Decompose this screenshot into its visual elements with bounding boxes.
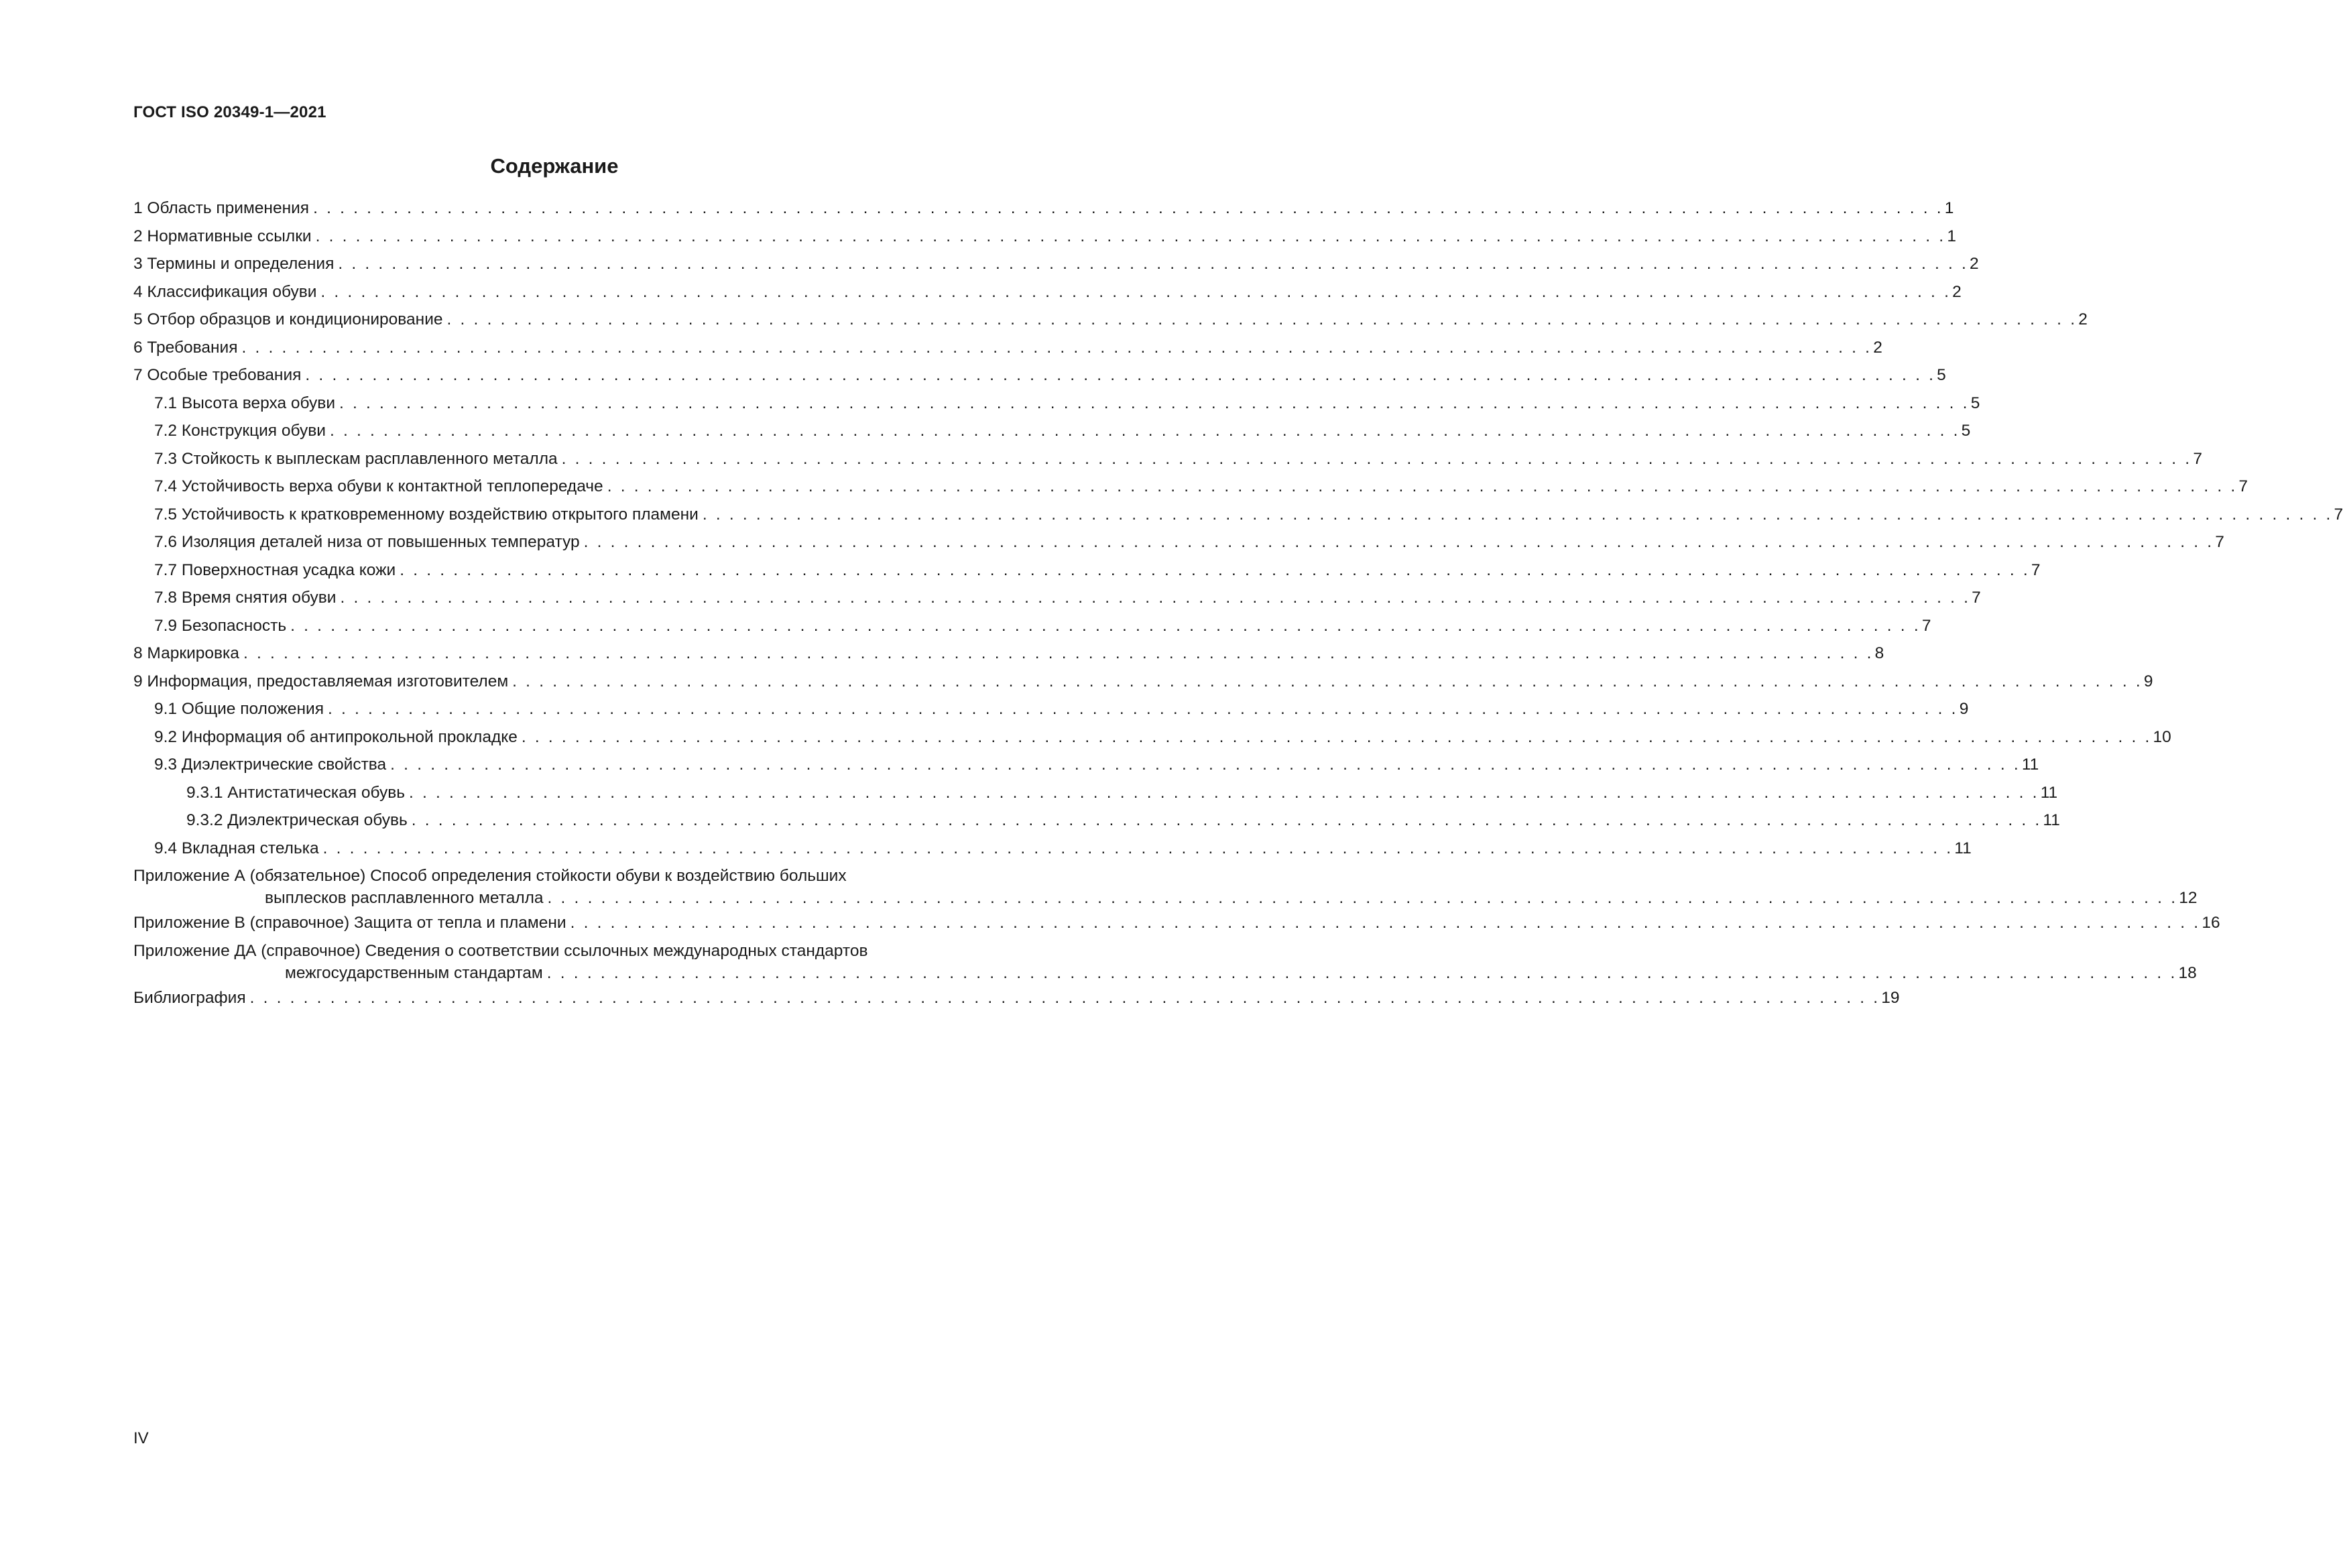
toc-entry-title: 7.7 Поверхностная усадка кожи bbox=[154, 560, 396, 579]
toc-entry-title: 7.6 Изоляция деталей низа от повышенных температур bbox=[154, 533, 580, 551]
toc-entry-title: 9.1 Общие положения bbox=[154, 700, 324, 718]
toc-subentry[interactable] bbox=[133, 695, 1969, 723]
toc-entry-page: 5 bbox=[1970, 394, 1980, 412]
toc-entry-title: Библиография bbox=[133, 988, 246, 1007]
dot-leader: . . . . . . . . . . . . . . . . . . . . . . . . . . . . . . . . . . . . . . . . . . . . . . . . . . . . . . . . . . . . . . . . . . . . . . . . . . . . . . . . . . . . . . . . . . . . . . . . . . . . . . . . . . . . . . . . . . . . . . . . . . bbox=[561, 449, 2192, 468]
dot-leader: . . . . . . . . . . . . . . . . . . . . . . . . . . . . . . . . . . . . . . . . . . . . . . . . . . . . . . . . . . . . . . . . . . . . . . . . . . . . . . . . . . . . . . . . . . . . . . . . . . . . . . . . . . . . . . . . . . . . . . . . . . bbox=[547, 889, 2178, 907]
dot-leader: . . . . . . . . . . . . . . . . . . . . . . . . . . . . . . . . . . . . . . . . . . . . . . . . . . . . . . . . . . . . . . . . . . . . . . . . . . . . . . . . . . . . . . . . . . . . . . . . . . . . . . . . . . . . . . . . . . . . . . . . . . bbox=[329, 422, 1960, 440]
table-of-contents bbox=[133, 194, 2343, 1012]
toc-entry-page: 12 bbox=[2179, 889, 2198, 907]
toc-subentry[interactable] bbox=[133, 501, 2343, 529]
dot-leader: . . . . . . . . . . . . . . . . . . . . . . . . . . . . . . . . . . . . . . . . . . . . . . . . . . . . . . . . . . . . . . . . . . . . . . . . . . . . . . . . . . . . . . . . . . . . . . . . . . . . . . . . . . . . . . . . . . . . . . . . . . bbox=[607, 477, 2238, 495]
dot-leader: . . . . . . . . . . . . . . . . . . . . . . . . . . . . . . . . . . . . . . . . . . . . . . . . . . . . . . . . . . . . . . . . . . . . . . . . . . . . . . . . . . . . . . . . . . . . . . . . . . . . . . . . . . . . . . . . . . . . . . . . . . bbox=[305, 366, 1936, 384]
toc-entry[interactable] bbox=[133, 361, 1946, 389]
toc-entry[interactable] bbox=[133, 250, 1979, 278]
toc-entry-title: 7 Особые требования bbox=[133, 366, 302, 384]
toc-entry-page: 11 bbox=[2043, 811, 2060, 829]
toc-entry-title: 9.3.1 Антистатическая обувь bbox=[186, 783, 406, 802]
dot-leader: . . . . . . . . . . . . . . . . . . . . . . . . . . . . . . . . . . . . . . . . . . . . . . . . . . . . . . . . . . . . . . . . . . . . . . . . . . . . . . . . . . . . . . . . . . . . . . . . . . . . . . . . . . . . . . . . . . . . . . . . . . bbox=[340, 589, 1971, 607]
toc-subentry[interactable] bbox=[133, 584, 1981, 612]
toc-entry-page: 7 bbox=[1921, 616, 1931, 635]
toc-entry-title: 9 Информация, предоставляемая изготовителем bbox=[133, 672, 509, 690]
dot-leader: . . . . . . . . . . . . . . . . . . . . . . . . . . . . . . . . . . . . . . . . . . . . . . . . . . . . . . . . . . . . . . . . . . . . . . . . . . . . . . . . . . . . . . . . . . . . . . . . . . . . . . . . . . . . . . . . . . . . . . . . . . bbox=[249, 988, 1880, 1007]
dot-leader: . . . . . . . . . . . . . . . . . . . . . . . . . . . . . . . . . . . . . . . . . . . . . . . . . . . . . . . . . . . . . . . . . . . . . . . . . . . . . . . . . . . . . . . . . . . . . . . . . . . . . . . . . . . . . . . . . . . . . . . . . . bbox=[583, 533, 2214, 551]
toc-subsubentry[interactable] bbox=[133, 806, 2060, 835]
toc-subentry[interactable] bbox=[133, 612, 1931, 640]
toc-entry-title: 1 Область применения bbox=[133, 199, 310, 217]
toc-entry-page: 7 bbox=[1972, 589, 1981, 607]
dot-leader: . . . . . . . . . . . . . . . . . . . . . . . . . . . . . . . . . . . . . . . . . . . . . . . . . . . . . . . . . . . . . . . . . . . . . . . . . . . . . . . . . . . . . . . . . . . . . . . . . . . . . . . . . . . . . . . . . . . . . . . . . . bbox=[546, 963, 2177, 982]
dot-leader: . . . . . . . . . . . . . . . . . . . . . . . . . . . . . . . . . . . . . . . . . . . . . . . . . . . . . . . . . . . . . . . . . . . . . . . . . . . . . . . . . . . . . . . . . . . . . . . . . . . . . . . . . . . . . . . . . . . . . . . . . . bbox=[409, 783, 2039, 802]
toc-entry[interactable] bbox=[133, 278, 1962, 306]
toc-entry-page: 2 bbox=[1952, 282, 1962, 301]
toc-entry[interactable] bbox=[133, 223, 1956, 251]
dot-leader: . . . . . . . . . . . . . . . . . . . . . . . . . . . . . . . . . . . . . . . . . . . . . . . . . . . . . . . . . . . . . . . . . . . . . . . . . . . . . . . . . . . . . . . . . . . . . . . . . . . . . . . . . . . . . . . . . . . . . . . . . . bbox=[241, 338, 1872, 357]
dot-leader: . . . . . . . . . . . . . . . . . . . . . . . . . . . . . . . . . . . . . . . . . . . . . . . . . . . . . . . . . . . . . . . . . . . . . . . . . . . . . . . . . . . . . . . . . . . . . . . . . . . . . . . . . . . . . . . . . . . . . . . . . . bbox=[411, 811, 2042, 829]
toc-subentry[interactable] bbox=[133, 473, 2248, 501]
dot-leader: . . . . . . . . . . . . . . . . . . . . . . . . . . . . . . . . . . . . . . . . . . . . . . . . . . . . . . . . . . . . . . . . . . . . . . . . . . . . . . . . . . . . . . . . . . . . . . . . . . . . . . . . . . . . . . . . . . . . . . . . . . bbox=[315, 227, 1946, 245]
toc-entry-title: 7.2 Конструкция обуви bbox=[154, 422, 326, 440]
toc-entry-page: 7 bbox=[2238, 477, 2248, 495]
toc-entry-title: 7.3 Стойкость к выплескам расплавленного металла bbox=[154, 449, 558, 468]
toc-entry[interactable] bbox=[133, 306, 2088, 334]
toc-entry-title: 7.1 Высота верха обуви bbox=[154, 394, 336, 412]
toc-subentry[interactable] bbox=[133, 445, 2202, 473]
toc-entry-page: 16 bbox=[2202, 914, 2220, 932]
toc-entry[interactable] bbox=[133, 668, 2153, 696]
toc-subentry[interactable] bbox=[133, 528, 2224, 556]
toc-title: Содержание bbox=[490, 154, 619, 178]
toc-entry-title: 7.8 Время снятия обуви bbox=[154, 589, 337, 607]
toc-entry-title: 4 Классификация обуви bbox=[133, 282, 317, 301]
dot-leader: . . . . . . . . . . . . . . . . . . . . . . . . . . . . . . . . . . . . . . . . . . . . . . . . . . . . . . . . . . . . . . . . . . . . . . . . . . . . . . . . . . . . . . . . . . . . . . . . . . . . . . . . . . . . . . . . . . . . . . . . . . bbox=[243, 644, 1874, 662]
toc-entry-title: 2 Нормативные ссылки bbox=[133, 227, 312, 245]
toc-entry-page: 19 bbox=[1881, 988, 1900, 1007]
toc-entry-title: 9.4 Вкладная стелька bbox=[154, 839, 319, 857]
dot-leader: . . . . . . . . . . . . . . . . . . . . . . . . . . . . . . . . . . . . . . . . . . . . . . . . . . . . . . . . . . . . . . . . . . . . . . . . . . . . . . . . . . . . . . . . . . . . . . . . . . . . . . . . . . . . . . . . . . . . . . . . . . bbox=[320, 282, 1951, 301]
toc-entry-page: 2 bbox=[2078, 310, 2088, 328]
toc-entry-page: 2 bbox=[1873, 338, 1882, 357]
toc-entry[interactable] bbox=[133, 194, 1954, 223]
dot-leader: . . . . . . . . . . . . . . . . . . . . . . . . . . . . . . . . . . . . . . . . . . . . . . . . . . . . . . . . . . . . . . . . . . . . . . . . . . . . . . . . . . . . . . . . . . . . . . . . . . . . . . . . . . . . . . . . . . . . . . . . . . bbox=[338, 255, 1969, 273]
toc-entry-title: Приложение ДА (справочное) Сведения о соответствии ссылочных международных стандартов bbox=[133, 941, 868, 960]
toc-entry-title: 8 Маркировка bbox=[133, 644, 239, 662]
toc-entry-page: 18 bbox=[2178, 963, 2197, 982]
toc-entry-title: 9.3.2 Диэлектрическая обувь bbox=[186, 811, 408, 829]
toc-entry-page: 9 bbox=[1959, 700, 1969, 718]
toc-entry-title: 9.2 Информация об антипрокольной прокладке bbox=[154, 727, 518, 746]
toc-entry-page: 5 bbox=[1937, 366, 1946, 384]
toc-entry[interactable] bbox=[133, 334, 1882, 362]
toc-entry-title: 7.4 Устойчивость верха обуви к контактной теплопередаче bbox=[154, 477, 603, 495]
document-code: ГОСТ ISO 20349-1—2021 bbox=[133, 103, 326, 121]
toc-annex-b[interactable] bbox=[133, 909, 2220, 937]
toc-entry-title: 3 Термины и определения bbox=[133, 255, 335, 273]
toc-entry-title-continued: выплесков расплавленного металла bbox=[265, 889, 544, 907]
toc-entry-title: 7.5 Устойчивость к кратковременному воздействию открытого пламени bbox=[154, 505, 699, 524]
dot-leader: . . . . . . . . . . . . . . . . . . . . . . . . . . . . . . . . . . . . . . . . . . . . . . . . . . . . . . . . . . . . . . . . . . . . . . . . . . . . . . . . . . . . . . . . . . . . . . . . . . . . . . . . . . . . . . . . . . . . . . . . . . bbox=[521, 727, 2152, 746]
toc-entry-page: 9 bbox=[2143, 672, 2153, 690]
toc-entry-page: 7 bbox=[2334, 505, 2343, 524]
toc-entry-title: 6 Требования bbox=[133, 338, 238, 357]
toc-entry-page: 2 bbox=[1970, 255, 1979, 273]
toc-entry-page: 5 bbox=[1961, 422, 1971, 440]
toc-subentry[interactable] bbox=[133, 835, 1972, 863]
toc-entry-page: 1 bbox=[1944, 199, 1954, 217]
page-number: IV bbox=[133, 1429, 149, 1447]
toc-entry-page: 8 bbox=[1874, 644, 1884, 662]
toc-subentry[interactable] bbox=[133, 751, 2039, 779]
toc-bibliography[interactable] bbox=[133, 984, 1900, 1012]
toc-entry-title: 9.3 Диэлектрические свойства bbox=[154, 756, 387, 774]
dot-leader: . . . . . . . . . . . . . . . . . . . . . . . . . . . . . . . . . . . . . . . . . . . . . . . . . . . . . . . . . . . . . . . . . . . . . . . . . . . . . . . . . . . . . . . . . . . . . . . . . . . . . . . . . . . . . . . . . . . . . . . . . . bbox=[328, 700, 1958, 718]
toc-subentry[interactable] bbox=[133, 417, 1971, 445]
toc-entry[interactable] bbox=[133, 640, 1884, 668]
toc-subentry[interactable] bbox=[133, 556, 2041, 585]
dot-leader: . . . . . . . . . . . . . . . . . . . . . . . . . . . . . . . . . . . . . . . . . . . . . . . . . . . . . . . . . . . . . . . . . . . . . . . . . . . . . . . . . . . . . . . . . . . . . . . . . . . . . . . . . . . . . . . . . . . . . . . . . . bbox=[446, 310, 2078, 328]
toc-subentry[interactable] bbox=[133, 723, 2171, 751]
toc-entry-page: 10 bbox=[2153, 727, 2171, 746]
toc-entry-title: Приложение А (обязательное) Способ определения стойкости обуви к воздействию больших bbox=[133, 867, 847, 885]
dot-leader: . . . . . . . . . . . . . . . . . . . . . . . . . . . . . . . . . . . . . . . . . . . . . . . . . . . . . . . . . . . . . . . . . . . . . . . . . . . . . . . . . . . . . . . . . . . . . . . . . . . . . . . . . . . . . . . . . . . . . . . . . . bbox=[512, 672, 2143, 690]
toc-entry-page: 7 bbox=[2215, 533, 2224, 551]
dot-leader: . . . . . . . . . . . . . . . . . . . . . . . . . . . . . . . . . . . . . . . . . . . . . . . . . . . . . . . . . . . . . . . . . . . . . . . . . . . . . . . . . . . . . . . . . . . . . . . . . . . . . . . . . . . . . . . . . . . . . . . . . . bbox=[702, 505, 2333, 524]
toc-entry-title: 5 Отбор образцов и кондиционирование bbox=[133, 310, 443, 328]
toc-annex-a[interactable] bbox=[133, 865, 2198, 909]
toc-entry-page: 11 bbox=[2040, 783, 2058, 802]
dot-leader: . . . . . . . . . . . . . . . . . . . . . . . . . . . . . . . . . . . . . . . . . . . . . . . . . . . . . . . . . . . . . . . . . . . . . . . . . . . . . . . . . . . . . . . . . . . . . . . . . . . . . . . . . . . . . . . . . . . . . . . . . . bbox=[322, 839, 1954, 857]
toc-entry-title-continued: межгосударственным стандартам bbox=[285, 963, 543, 982]
dot-leader: . . . . . . . . . . . . . . . . . . . . . . . . . . . . . . . . . . . . . . . . . . . . . . . . . . . . . . . . . . . . . . . . . . . . . . . . . . . . . . . . . . . . . . . . . . . . . . . . . . . . . . . . . . . . . . . . . . . . . . . . . . bbox=[339, 394, 1970, 412]
toc-entry-title: Приложение В (справочное) Защита от тепла и пламени bbox=[133, 914, 566, 932]
toc-entry-page: 11 bbox=[1954, 839, 1972, 857]
toc-entry-page: 1 bbox=[1947, 227, 1956, 245]
dot-leader: . . . . . . . . . . . . . . . . . . . . . . . . . . . . . . . . . . . . . . . . . . . . . . . . . . . . . . . . . . . . . . . . . . . . . . . . . . . . . . . . . . . . . . . . . . . . . . . . . . . . . . . . . . . . . . . . . . . . . . . . . . bbox=[290, 616, 1921, 635]
dot-leader: . . . . . . . . . . . . . . . . . . . . . . . . . . . . . . . . . . . . . . . . . . . . . . . . . . . . . . . . . . . . . . . . . . . . . . . . . . . . . . . . . . . . . . . . . . . . . . . . . . . . . . . . . . . . . . . . . . . . . . . . . . bbox=[390, 756, 2021, 774]
toc-annex-da[interactable] bbox=[133, 940, 2197, 984]
toc-entry-page: 11 bbox=[2021, 756, 2039, 774]
toc-subsubentry[interactable] bbox=[133, 779, 2058, 807]
dot-leader: . . . . . . . . . . . . . . . . . . . . . . . . . . . . . . . . . . . . . . . . . . . . . . . . . . . . . . . . . . . . . . . . . . . . . . . . . . . . . . . . . . . . . . . . . . . . . . . . . . . . . . . . . . . . . . . . . . . . . . . . . . bbox=[313, 199, 1943, 217]
toc-subentry[interactable] bbox=[133, 389, 1980, 418]
toc-entry-page: 7 bbox=[2193, 449, 2202, 468]
toc-entry-page: 7 bbox=[2031, 560, 2041, 579]
toc-entry-title: 7.9 Безопасность bbox=[154, 616, 287, 635]
dot-leader: . . . . . . . . . . . . . . . . . . . . . . . . . . . . . . . . . . . . . . . . . . . . . . . . . . . . . . . . . . . . . . . . . . . . . . . . . . . . . . . . . . . . . . . . . . . . . . . . . . . . . . . . . . . . . . . . . . . . . . . . . . bbox=[400, 560, 2030, 579]
dot-leader: . . . . . . . . . . . . . . . . . . . . . . . . . . . . . . . . . . . . . . . . . . . . . . . . . . . . . . . . . . . . . . . . . . . . . . . . . . . . . . . . . . . . . . . . . . . . . . . . . . . . . . . . . . . . . . . . . . . . . . . . . . bbox=[570, 914, 2201, 932]
